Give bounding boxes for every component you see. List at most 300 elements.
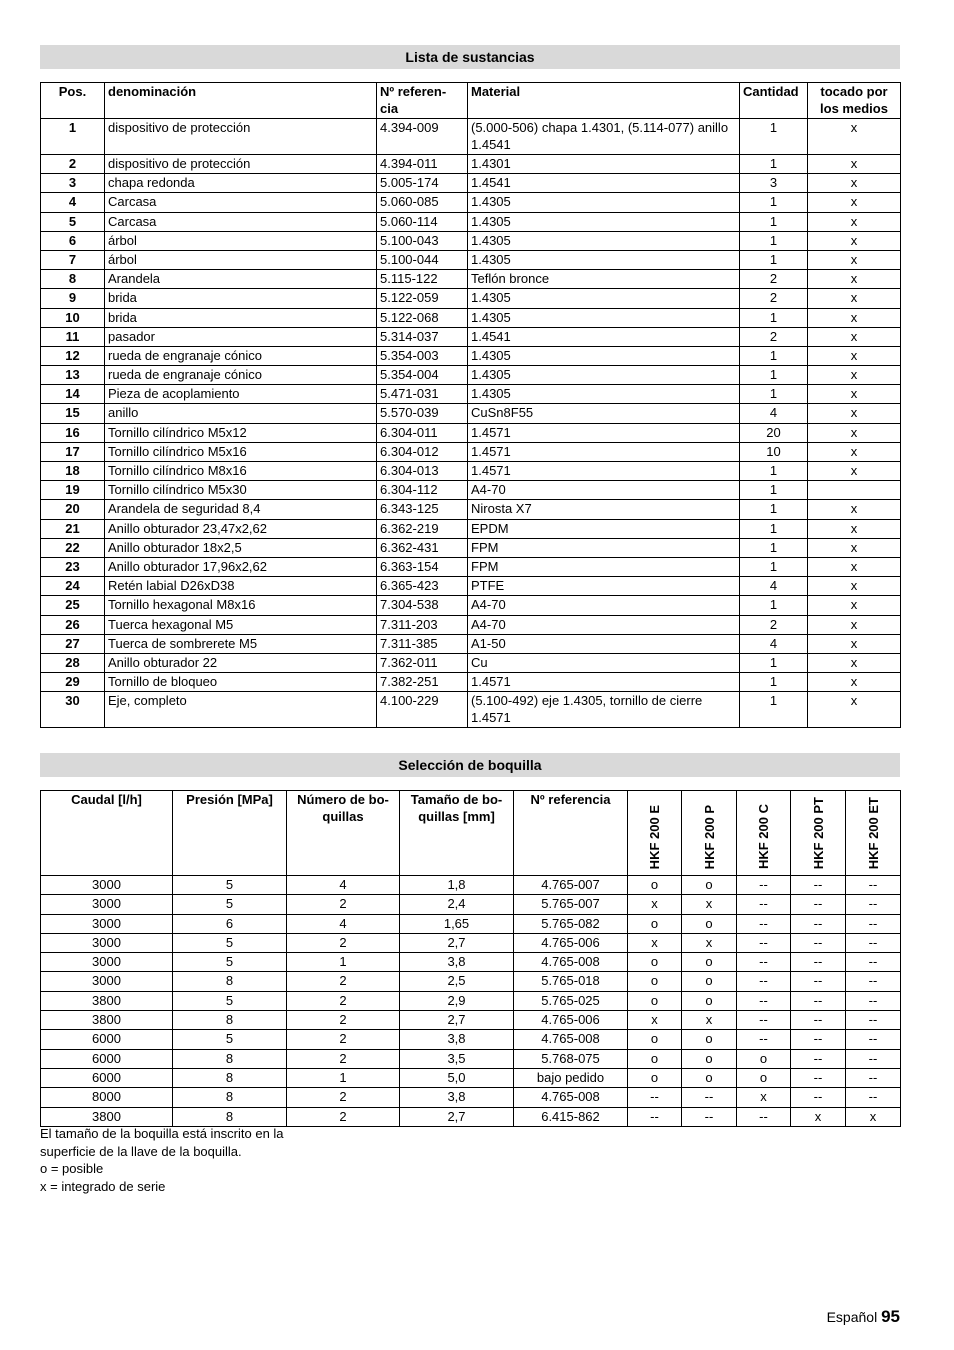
col-header-size: Tamaño de bo-quillas [mm] bbox=[400, 791, 514, 876]
table-row bbox=[41, 1107, 901, 1126]
cell-material: 1.4305 bbox=[468, 308, 740, 327]
cell-material: 1.4541 bbox=[468, 327, 740, 346]
cell-name: rueda de engranaje cónico bbox=[105, 346, 377, 365]
cell-touched: x bbox=[808, 442, 901, 461]
note-line: x = integrado de serie bbox=[40, 1178, 166, 1194]
cell-qty: 10 bbox=[740, 442, 808, 461]
cell-et: -- bbox=[846, 914, 901, 933]
cell-touched: x bbox=[808, 557, 901, 576]
cell-e: o bbox=[628, 953, 682, 972]
page-footer bbox=[827, 1307, 900, 1327]
cell-pos: 23 bbox=[41, 557, 105, 576]
cell-material: 1.4571 bbox=[468, 442, 740, 461]
cell-touched: x bbox=[808, 538, 901, 557]
cell-e: x bbox=[628, 895, 682, 914]
cell-ref: 5.100-043 bbox=[377, 231, 468, 250]
cell-qty: 1 bbox=[740, 308, 808, 327]
cell-material: Nirosta X7 bbox=[468, 500, 740, 519]
cell-name: Retén labial D26xD38 bbox=[105, 577, 377, 596]
cell-touched: x bbox=[808, 289, 901, 308]
cell-touched: x bbox=[808, 653, 901, 672]
cell-c: o bbox=[737, 1049, 791, 1068]
cell-name: Anillo obturador 17,96x2,62 bbox=[105, 557, 377, 576]
col-header-hkf-e: HKF 200 E bbox=[628, 791, 682, 876]
cell-pos: 26 bbox=[41, 615, 105, 634]
table-row bbox=[41, 308, 901, 327]
cell-qty: 2 bbox=[740, 289, 808, 308]
table-row bbox=[41, 519, 901, 538]
cell-c: -- bbox=[737, 972, 791, 991]
substances-title: Lista de sustancias bbox=[40, 45, 900, 69]
cell-touched: x bbox=[808, 250, 901, 269]
cell-size: 2,7 bbox=[400, 1107, 514, 1126]
table-row bbox=[41, 933, 901, 952]
table-row bbox=[41, 953, 901, 972]
table-row bbox=[41, 895, 901, 914]
cell-pos: 21 bbox=[41, 519, 105, 538]
cell-pos: 29 bbox=[41, 673, 105, 692]
table-row bbox=[41, 1011, 901, 1030]
cell-touched: x bbox=[808, 692, 901, 728]
cell-pressure: 5 bbox=[173, 876, 287, 895]
cell-pressure: 8 bbox=[173, 1011, 287, 1030]
cell-flow: 8000 bbox=[41, 1088, 173, 1107]
cell-ref: 6.362-219 bbox=[377, 519, 468, 538]
cell-qty: 1 bbox=[740, 155, 808, 174]
col-header-ref: Nº referencia bbox=[514, 791, 628, 876]
cell-ref: 5.768-075 bbox=[514, 1049, 628, 1068]
cell-flow: 3000 bbox=[41, 876, 173, 895]
cell-ref: 5.765-082 bbox=[514, 914, 628, 933]
cell-ref: bajo pedido bbox=[514, 1068, 628, 1087]
cell-e: o bbox=[628, 876, 682, 895]
table-row bbox=[41, 442, 901, 461]
cell-name: Anillo obturador 22 bbox=[105, 653, 377, 672]
cell-name: Tuerca hexagonal M5 bbox=[105, 615, 377, 634]
cell-pt: -- bbox=[791, 933, 846, 952]
cell-p: x bbox=[682, 895, 737, 914]
cell-pressure: 5 bbox=[173, 991, 287, 1010]
col-header-pressure: Presión [MPa] bbox=[173, 791, 287, 876]
cell-touched: x bbox=[808, 155, 901, 174]
cell-e: o bbox=[628, 1068, 682, 1087]
cell-touched: x bbox=[808, 519, 901, 538]
cell-size: 2,5 bbox=[400, 972, 514, 991]
cell-flow: 3000 bbox=[41, 953, 173, 972]
cell-pos: 30 bbox=[41, 692, 105, 728]
table-row bbox=[41, 1088, 901, 1107]
cell-touched: x bbox=[808, 174, 901, 193]
cell-touched bbox=[808, 481, 901, 500]
cell-ref: 7.304-538 bbox=[377, 596, 468, 615]
cell-p: o bbox=[682, 1030, 737, 1049]
cell-material: A4-70 bbox=[468, 481, 740, 500]
cell-pt: -- bbox=[791, 876, 846, 895]
cell-qty: 1 bbox=[740, 500, 808, 519]
cell-p: o bbox=[682, 953, 737, 972]
cell-material: 1.4571 bbox=[468, 423, 740, 442]
cell-ref: 6.304-112 bbox=[377, 481, 468, 500]
cell-qty: 2 bbox=[740, 270, 808, 289]
cell-count: 2 bbox=[287, 1088, 400, 1107]
cell-p: o bbox=[682, 991, 737, 1010]
cell-name: Anillo obturador 18x2,5 bbox=[105, 538, 377, 557]
cell-count: 1 bbox=[287, 1068, 400, 1087]
table-row bbox=[41, 481, 901, 500]
cell-ref: 4.765-008 bbox=[514, 1088, 628, 1107]
table-row bbox=[41, 615, 901, 634]
cell-count: 2 bbox=[287, 1107, 400, 1126]
cell-ref: 6.343-125 bbox=[377, 500, 468, 519]
cell-p: o bbox=[682, 1049, 737, 1068]
cell-qty: 4 bbox=[740, 634, 808, 653]
cell-pressure: 5 bbox=[173, 953, 287, 972]
cell-material: PTFE bbox=[468, 577, 740, 596]
cell-name: anillo bbox=[105, 404, 377, 423]
cell-qty: 2 bbox=[740, 615, 808, 634]
cell-e: o bbox=[628, 1030, 682, 1049]
table-row bbox=[41, 231, 901, 250]
cell-et: -- bbox=[846, 933, 901, 952]
table-row bbox=[41, 289, 901, 308]
cell-p: o bbox=[682, 972, 737, 991]
cell-qty: 1 bbox=[740, 385, 808, 404]
cell-size: 3,8 bbox=[400, 1030, 514, 1049]
cell-pt: -- bbox=[791, 1030, 846, 1049]
cell-size: 2,9 bbox=[400, 991, 514, 1010]
cell-qty: 2 bbox=[740, 327, 808, 346]
table-header-row bbox=[41, 791, 901, 876]
cell-size: 1,8 bbox=[400, 876, 514, 895]
cell-pos: 28 bbox=[41, 653, 105, 672]
cell-e: -- bbox=[628, 1088, 682, 1107]
cell-qty: 3 bbox=[740, 174, 808, 193]
cell-name: Tornillo cilíndrico M5x12 bbox=[105, 423, 377, 442]
cell-pt: -- bbox=[791, 1068, 846, 1087]
cell-ref: 4.765-006 bbox=[514, 1011, 628, 1030]
cell-material: FPM bbox=[468, 538, 740, 557]
cell-qty: 1 bbox=[740, 346, 808, 365]
cell-material: 1.4305 bbox=[468, 385, 740, 404]
cell-size: 3,8 bbox=[400, 953, 514, 972]
cell-count: 2 bbox=[287, 1011, 400, 1030]
cell-name: Tornillo cilíndrico M5x16 bbox=[105, 442, 377, 461]
cell-et: -- bbox=[846, 953, 901, 972]
cell-ref: 6.415-862 bbox=[514, 1107, 628, 1126]
cell-pos: 7 bbox=[41, 250, 105, 269]
cell-pos: 16 bbox=[41, 423, 105, 442]
cell-name: dispositivo de protección bbox=[105, 119, 377, 155]
cell-ref: 5.765-007 bbox=[514, 895, 628, 914]
cell-material: (5.100-492) eje 1.4305, tornillo de cierre 1.4571 bbox=[468, 692, 740, 728]
cell-name: chapa redonda bbox=[105, 174, 377, 193]
col-header-count: Número de bo-quillas bbox=[287, 791, 400, 876]
cell-material: 1.4571 bbox=[468, 673, 740, 692]
table-row bbox=[41, 174, 901, 193]
cell-qty: 1 bbox=[740, 212, 808, 231]
cell-material: 1.4305 bbox=[468, 366, 740, 385]
table-row bbox=[41, 212, 901, 231]
cell-qty: 1 bbox=[740, 673, 808, 692]
cell-pos: 1 bbox=[41, 119, 105, 155]
cell-c: -- bbox=[737, 1011, 791, 1030]
cell-pt: -- bbox=[791, 1049, 846, 1068]
cell-name: Tornillo cilíndrico M5x30 bbox=[105, 481, 377, 500]
cell-qty: 4 bbox=[740, 577, 808, 596]
cell-touched: x bbox=[808, 500, 901, 519]
cell-flow: 6000 bbox=[41, 1068, 173, 1087]
col-header-hkf-et: HKF 200 ET bbox=[846, 791, 901, 876]
cell-material: 1.4305 bbox=[468, 289, 740, 308]
cell-material: 1.4301 bbox=[468, 155, 740, 174]
cell-name: Anillo obturador 23,47x2,62 bbox=[105, 519, 377, 538]
cell-pressure: 8 bbox=[173, 1049, 287, 1068]
cell-pos: 20 bbox=[41, 500, 105, 519]
table-row bbox=[41, 385, 901, 404]
col-header-flow: Caudal [l/h] bbox=[41, 791, 173, 876]
cell-qty: 1 bbox=[740, 193, 808, 212]
table-row bbox=[41, 366, 901, 385]
cell-touched: x bbox=[808, 193, 901, 212]
cell-ref: 5.471-031 bbox=[377, 385, 468, 404]
cell-flow: 3800 bbox=[41, 1107, 173, 1126]
cell-pt: -- bbox=[791, 895, 846, 914]
page-number: 95 bbox=[881, 1307, 900, 1326]
cell-flow: 3800 bbox=[41, 991, 173, 1010]
cell-pos: 24 bbox=[41, 577, 105, 596]
cell-pos: 27 bbox=[41, 634, 105, 653]
cell-name: Tornillo de bloqueo bbox=[105, 673, 377, 692]
note-line: superficie de la llave de la boquilla. bbox=[40, 1143, 242, 1159]
cell-qty: 1 bbox=[740, 231, 808, 250]
table-row bbox=[41, 972, 901, 991]
cell-flow: 6000 bbox=[41, 1030, 173, 1049]
cell-touched: x bbox=[808, 212, 901, 231]
cell-material: 1.4305 bbox=[468, 250, 740, 269]
cell-ref: 5.354-004 bbox=[377, 366, 468, 385]
cell-qty: 1 bbox=[740, 462, 808, 481]
col-header-hkf-pt: HKF 200 PT bbox=[791, 791, 846, 876]
cell-touched: x bbox=[808, 615, 901, 634]
cell-ref: 5.765-025 bbox=[514, 991, 628, 1010]
cell-material: A4-70 bbox=[468, 596, 740, 615]
cell-name: Tornillo cilíndrico M8x16 bbox=[105, 462, 377, 481]
cell-pt: -- bbox=[791, 953, 846, 972]
cell-count: 2 bbox=[287, 933, 400, 952]
cell-touched: x bbox=[808, 308, 901, 327]
table-header-row bbox=[41, 83, 901, 119]
cell-pt: -- bbox=[791, 1088, 846, 1107]
cell-touched: x bbox=[808, 596, 901, 615]
cell-pos: 25 bbox=[41, 596, 105, 615]
cell-ref: 4.765-006 bbox=[514, 933, 628, 952]
cell-name: Eje, completo bbox=[105, 692, 377, 728]
table-row bbox=[41, 346, 901, 365]
cell-qty: 1 bbox=[740, 692, 808, 728]
cell-e: o bbox=[628, 914, 682, 933]
note-line: o = posible bbox=[40, 1161, 104, 1177]
cell-size: 3,8 bbox=[400, 1088, 514, 1107]
cell-ref: 7.362-011 bbox=[377, 653, 468, 672]
nozzles-title: Selección de boquilla bbox=[40, 753, 900, 777]
cell-pos: 19 bbox=[41, 481, 105, 500]
cell-pressure: 8 bbox=[173, 972, 287, 991]
cell-name: pasador bbox=[105, 327, 377, 346]
cell-et: -- bbox=[846, 1088, 901, 1107]
cell-name: rueda de engranaje cónico bbox=[105, 366, 377, 385]
cell-pressure: 5 bbox=[173, 933, 287, 952]
cell-pos: 18 bbox=[41, 462, 105, 481]
table-row bbox=[41, 327, 901, 346]
table-row bbox=[41, 538, 901, 557]
cell-e: x bbox=[628, 933, 682, 952]
cell-ref: 4.394-009 bbox=[377, 119, 468, 155]
cell-et: -- bbox=[846, 1030, 901, 1049]
cell-pos: 6 bbox=[41, 231, 105, 250]
cell-c: x bbox=[737, 1088, 791, 1107]
cell-size: 3,5 bbox=[400, 1049, 514, 1068]
cell-pt: x bbox=[791, 1107, 846, 1126]
cell-et: -- bbox=[846, 972, 901, 991]
cell-p: o bbox=[682, 1068, 737, 1087]
cell-qty: 20 bbox=[740, 423, 808, 442]
cell-e: o bbox=[628, 1049, 682, 1068]
table-row bbox=[41, 653, 901, 672]
cell-ref: 5.314-037 bbox=[377, 327, 468, 346]
cell-name: árbol bbox=[105, 250, 377, 269]
cell-p: o bbox=[682, 876, 737, 895]
cell-flow: 6000 bbox=[41, 1049, 173, 1068]
cell-pos: 10 bbox=[41, 308, 105, 327]
table-row bbox=[41, 404, 901, 423]
cell-pt: -- bbox=[791, 914, 846, 933]
cell-qty: 1 bbox=[740, 653, 808, 672]
cell-ref: 7.311-203 bbox=[377, 615, 468, 634]
cell-touched: x bbox=[808, 231, 901, 250]
cell-material: 1.4305 bbox=[468, 212, 740, 231]
table-row bbox=[41, 1049, 901, 1068]
cell-count: 2 bbox=[287, 1030, 400, 1049]
cell-et: -- bbox=[846, 1049, 901, 1068]
cell-ref: 5.122-059 bbox=[377, 289, 468, 308]
cell-pos: 13 bbox=[41, 366, 105, 385]
cell-c: -- bbox=[737, 876, 791, 895]
cell-pressure: 8 bbox=[173, 1068, 287, 1087]
col-header-qty: Cantidad bbox=[740, 83, 808, 119]
table-row bbox=[41, 119, 901, 155]
cell-ref: 5.100-044 bbox=[377, 250, 468, 269]
cell-pos: 5 bbox=[41, 212, 105, 231]
cell-et: -- bbox=[846, 991, 901, 1010]
cell-et: -- bbox=[846, 895, 901, 914]
table-row bbox=[41, 692, 901, 728]
cell-pt: -- bbox=[791, 972, 846, 991]
table-row bbox=[41, 250, 901, 269]
cell-ref: 5.005-174 bbox=[377, 174, 468, 193]
cell-flow: 3000 bbox=[41, 914, 173, 933]
cell-e: -- bbox=[628, 1107, 682, 1126]
cell-touched: x bbox=[808, 423, 901, 442]
cell-material: EPDM bbox=[468, 519, 740, 538]
cell-name: Arandela de seguridad 8,4 bbox=[105, 500, 377, 519]
table-row bbox=[41, 462, 901, 481]
cell-qty: 1 bbox=[740, 557, 808, 576]
cell-touched: x bbox=[808, 577, 901, 596]
cell-qty: 1 bbox=[740, 119, 808, 155]
col-header-touched: tocado por los medios bbox=[808, 83, 901, 119]
table-row bbox=[41, 423, 901, 442]
cell-ref: 5.060-114 bbox=[377, 212, 468, 231]
cell-touched: x bbox=[808, 673, 901, 692]
cell-touched: x bbox=[808, 119, 901, 155]
cell-p: -- bbox=[682, 1088, 737, 1107]
cell-ref: 4.765-008 bbox=[514, 1030, 628, 1049]
cell-material: 1.4571 bbox=[468, 462, 740, 481]
cell-touched: x bbox=[808, 270, 901, 289]
cell-touched: x bbox=[808, 404, 901, 423]
cell-count: 4 bbox=[287, 876, 400, 895]
cell-pos: 2 bbox=[41, 155, 105, 174]
cell-ref: 5.115-122 bbox=[377, 270, 468, 289]
col-header-name: denominación bbox=[105, 83, 377, 119]
cell-name: Arandela bbox=[105, 270, 377, 289]
cell-pos: 12 bbox=[41, 346, 105, 365]
footer-language: Español bbox=[826, 1309, 878, 1325]
cell-ref: 6.363-154 bbox=[377, 557, 468, 576]
cell-material: Cu bbox=[468, 653, 740, 672]
cell-qty: 1 bbox=[740, 538, 808, 557]
cell-count: 2 bbox=[287, 895, 400, 914]
cell-ref: 6.365-423 bbox=[377, 577, 468, 596]
cell-qty: 4 bbox=[740, 404, 808, 423]
table-row bbox=[41, 634, 901, 653]
cell-name: árbol bbox=[105, 231, 377, 250]
cell-material: FPM bbox=[468, 557, 740, 576]
cell-ref: 4.100-229 bbox=[377, 692, 468, 728]
table-row bbox=[41, 193, 901, 212]
cell-material: 1.4305 bbox=[468, 231, 740, 250]
cell-ref: 5.060-085 bbox=[377, 193, 468, 212]
cell-pos: 11 bbox=[41, 327, 105, 346]
cell-ref: 5.765-018 bbox=[514, 972, 628, 991]
cell-c: -- bbox=[737, 1030, 791, 1049]
cell-size: 2,7 bbox=[400, 933, 514, 952]
cell-count: 2 bbox=[287, 972, 400, 991]
cell-ref: 4.765-008 bbox=[514, 953, 628, 972]
cell-ref: 5.570-039 bbox=[377, 404, 468, 423]
cell-e: o bbox=[628, 991, 682, 1010]
cell-pressure: 6 bbox=[173, 914, 287, 933]
cell-material: 1.4305 bbox=[468, 346, 740, 365]
cell-name: dispositivo de protección bbox=[105, 155, 377, 174]
col-header-material: Material bbox=[468, 83, 740, 119]
cell-name: Tornillo hexagonal M8x16 bbox=[105, 596, 377, 615]
cell-touched: x bbox=[808, 346, 901, 365]
cell-name: Pieza de acoplamiento bbox=[105, 385, 377, 404]
cell-ref: 6.304-013 bbox=[377, 462, 468, 481]
table-row bbox=[41, 557, 901, 576]
cell-pos: 22 bbox=[41, 538, 105, 557]
cell-name: brida bbox=[105, 308, 377, 327]
cell-qty: 1 bbox=[740, 481, 808, 500]
cell-pt: -- bbox=[791, 991, 846, 1010]
cell-ref: 5.354-003 bbox=[377, 346, 468, 365]
cell-qty: 1 bbox=[740, 366, 808, 385]
cell-pt: -- bbox=[791, 1011, 846, 1030]
cell-c: -- bbox=[737, 953, 791, 972]
cell-touched: x bbox=[808, 366, 901, 385]
col-header-ref: Nº referen-cia bbox=[377, 83, 468, 119]
